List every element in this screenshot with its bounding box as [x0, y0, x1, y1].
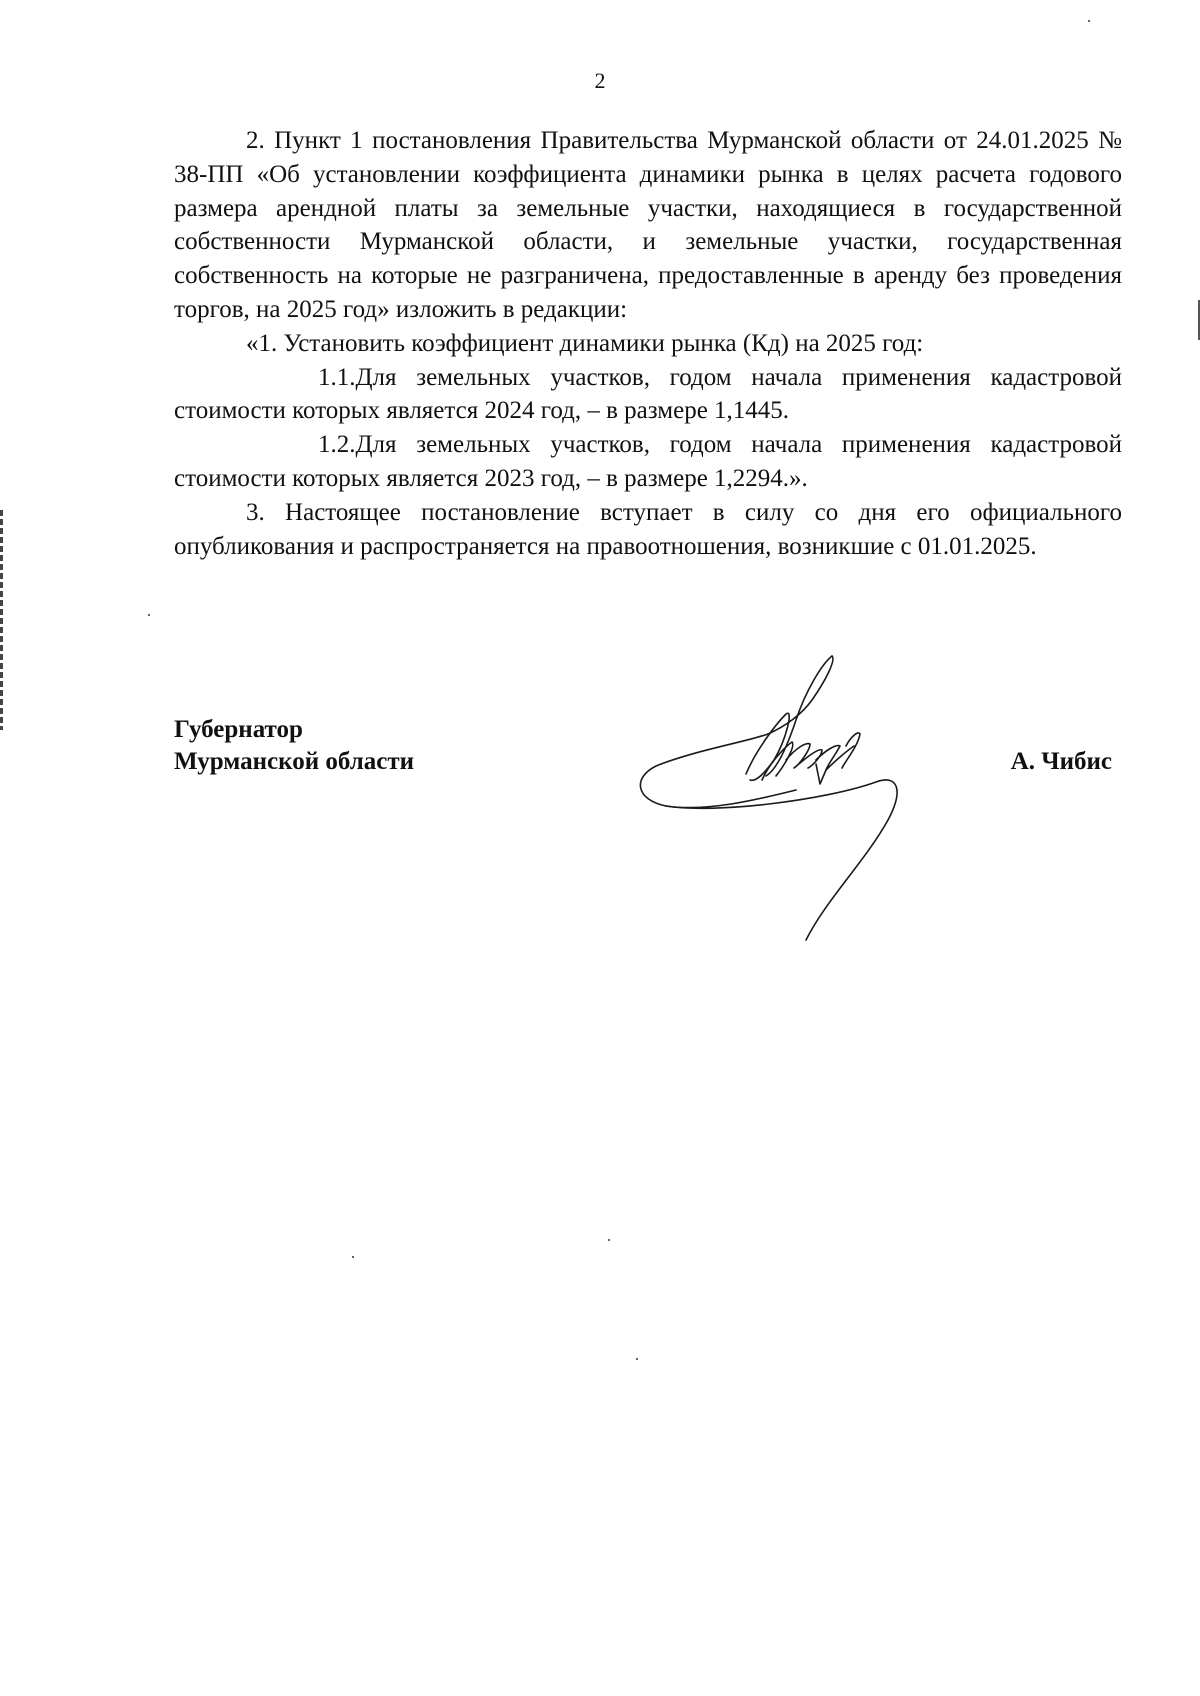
scan-edge-mark [0, 510, 3, 730]
scan-speck [352, 1256, 354, 1258]
subitem-text: Для земельных участков, годом начала применения кадастровой стоимости которых является 2023 год, – в размере 1,2294.». [174, 431, 1122, 492]
paragraph-2: 2. Пункт 1 постановления Правительства Мурманской области от 24.01.2025 № 38-ПП «Об установлении коэффициента динамики рынка в целях расчета годового размера арендной платы за земельные участки, находящиеся в государственной собственности Мурманской области, и земельные участки, государственная собственность на которые не разграничена, предоставленные в аренду без проведения торгов, на 2025 год» изложить в редакции: [174, 127, 1122, 323]
subitem-number: 1.1. [318, 363, 356, 391]
scan-speck [148, 614, 150, 616]
scan-speck [636, 1358, 638, 1360]
signer-title-line-2: Мурманской области [174, 748, 415, 775]
paragraph-3: 3. Настоящее постановление вступает в силу со дня его официального опубликования и распространяется на правоотношения, возникшие с 01.01.2025. [174, 498, 1122, 560]
page-number: 2 [594, 68, 606, 93]
signer-title [174, 714, 414, 778]
signer-title-line-1: Губернатор [174, 716, 303, 743]
handwritten-signature [636, 650, 936, 950]
paragraph-2-item-1: «1. Установить коэффициент динамики рынка (Кд) на 2025 год: [246, 329, 924, 357]
document-body [174, 124, 1122, 563]
scan-speck [608, 1239, 610, 1241]
paragraph-2-item-1-2 [174, 428, 1122, 496]
subitem-number: 1.2. [318, 431, 356, 459]
signer-name: А. Чибис [1010, 748, 1112, 775]
subitem-text: Для земельных участков, годом начала применения кадастровой стоимости которых является 2024 год, – в размере 1,1445. [174, 363, 1122, 425]
scan-speck [1088, 20, 1090, 22]
paragraph-2-item-1-1 [174, 361, 1122, 429]
